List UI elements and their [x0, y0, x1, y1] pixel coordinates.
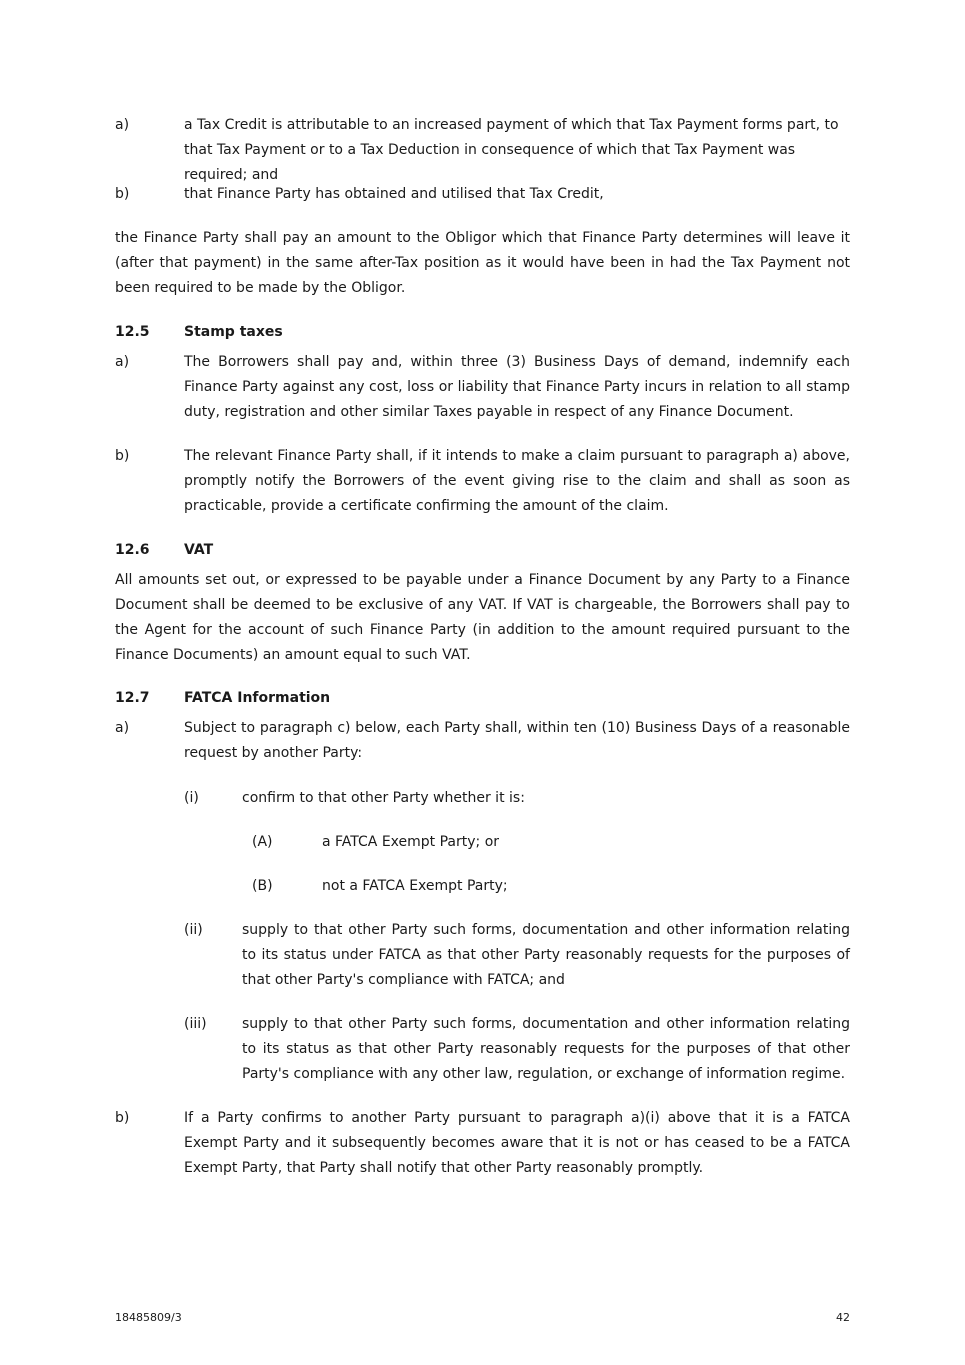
list-item-text: a Tax Credit is attributable to an increased payment of which that Tax Payment forms part, to that Tax Payment or to a Tax Deduction in consequence of which that Tax Payment was required; and	[184, 117, 839, 183]
list-item-text: The relevant Finance Party shall, if it intends to make a claim pursuant to paragraph a) above, promptly notify the Borrowers of the event giving rise to the claim and shall as soon as practicable, provide a certificate confirming the amount of the claim.	[184, 448, 850, 514]
sublist-label: (iii)	[184, 1016, 207, 1032]
footer-page-number: 42	[836, 1311, 850, 1324]
section-title: VAT	[184, 542, 214, 558]
sub-sublist-item-text: a FATCA Exempt Party; or	[322, 834, 500, 850]
section-title: Stamp taxes	[184, 324, 283, 340]
sublist-label: (i)	[184, 790, 199, 806]
list-item-text: The Borrowers shall pay and, within three (3) Business Days of demand, indemnify each Finance Party against any cost, loss or liability that Finance Party incurs in relation to all stamp duty, registration and other similar Taxes payable in respect of any Finance Document.	[184, 354, 850, 420]
section-title: FATCA Information	[184, 690, 331, 706]
list-label: b)	[115, 186, 130, 202]
list-item-text: Subject to paragraph c) below, each Party shall, within ten (10) Business Days of a reasonable request by another Party:	[184, 720, 850, 761]
sublist-item-text: supply to that other Party such forms, documentation and other information relating to its status as that other Party reasonably requests for the purposes of that other Party's compliance with any other law, regulation, or exchange of information regime.	[242, 1016, 850, 1082]
sub-sublist-label: (B)	[252, 878, 273, 894]
footer-document-reference: 18485809/3	[115, 1311, 182, 1324]
list-label: a)	[115, 720, 130, 736]
body-paragraph: All amounts set out, or expressed to be payable under a Finance Document by any Party to a Finance Document shall be deemed to be exclusive of any VAT. If VAT is chargeable, the Borrowers shall pay to the Agent for the account of such Finance Party (in addition to the amount required pursuant to the Finance Documents) an amount equal to such VAT.	[115, 572, 850, 663]
list-label: a)	[115, 117, 130, 133]
section-number: 12.6	[115, 542, 150, 558]
sublist-label: (ii)	[184, 922, 203, 938]
sublist-item-text: confirm to that other Party whether it is:	[242, 790, 525, 806]
body-paragraph: the Finance Party shall pay an amount to the Obligor which that Finance Party determines will leave it (after that payment) in the same after-Tax position as it would have been in had the Tax Payment not been required to be made by the Obligor.	[115, 230, 850, 296]
sub-sublist-label: (A)	[252, 834, 273, 850]
list-label: a)	[115, 354, 130, 370]
sub-sublist-item-text: not a FATCA Exempt Party;	[322, 878, 508, 894]
list-item-text: If a Party confirms to another Party pursuant to paragraph a)(i) above that it is a FATCA Exempt Party and it subsequently becomes aware that it is not or has ceased to be a FATCA Exempt Party, that Party shall notify that other Party reasonably promptly.	[184, 1110, 850, 1176]
list-label: b)	[115, 448, 130, 464]
list-label: b)	[115, 1110, 130, 1126]
section-number: 12.5	[115, 324, 150, 340]
list-item-text: that Finance Party has obtained and utilised that Tax Credit,	[184, 186, 604, 202]
sublist-item-text: supply to that other Party such forms, documentation and other information relating to its status under FATCA as that other Party reasonably requests for the purposes of that other Party's compliance with FATCA; and	[242, 922, 850, 988]
section-number: 12.7	[115, 690, 150, 706]
